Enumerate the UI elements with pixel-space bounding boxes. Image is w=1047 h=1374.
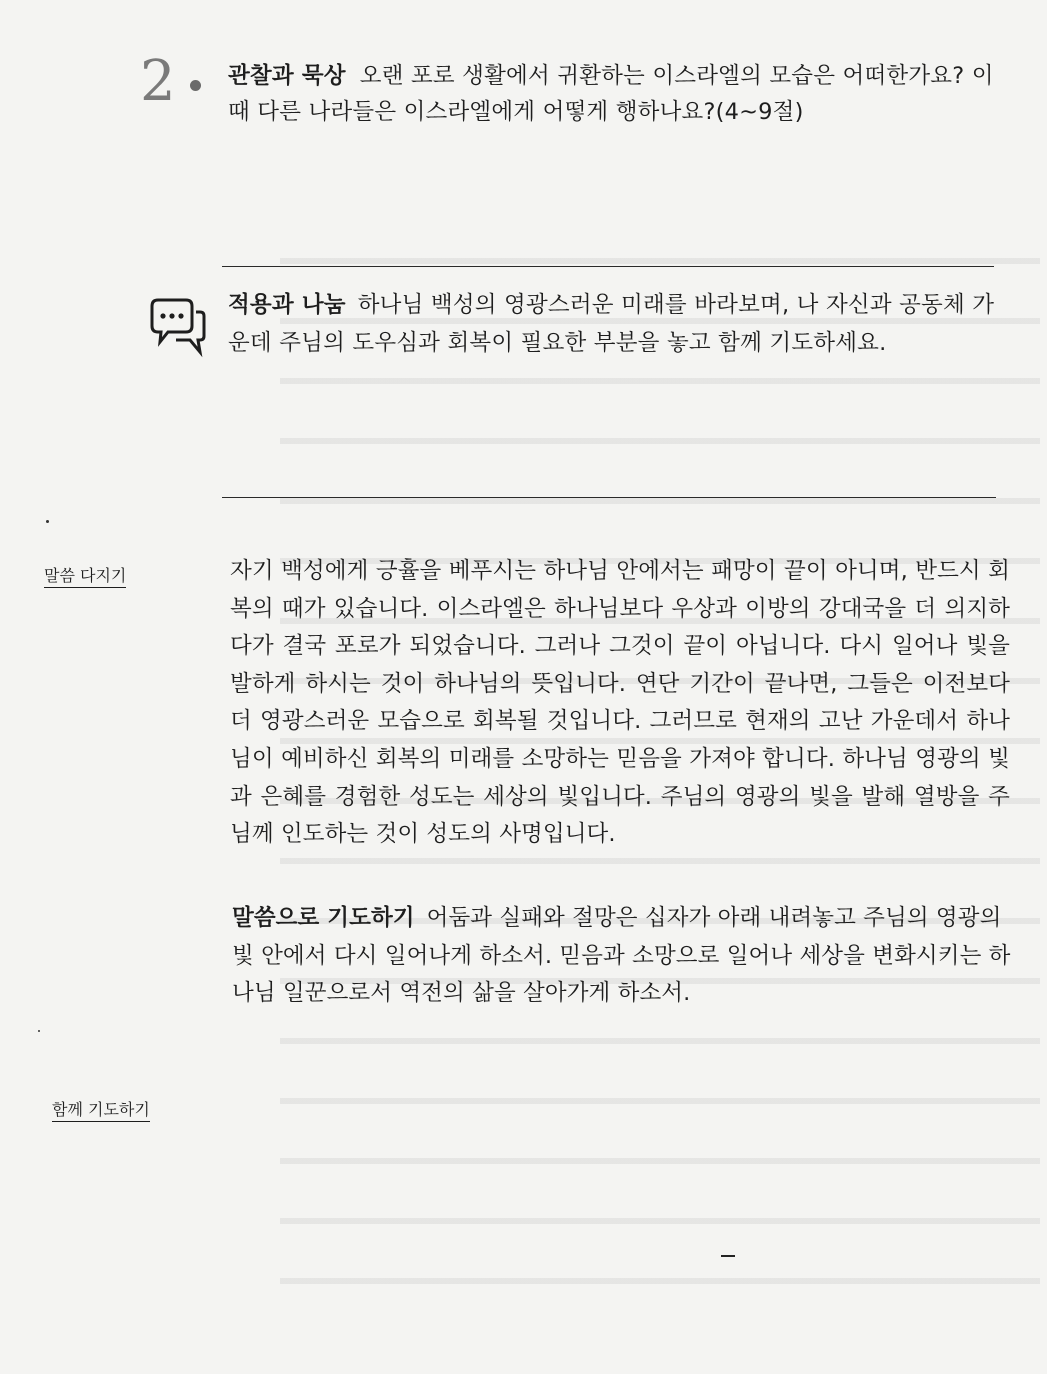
- question-number: 2: [140, 49, 176, 114]
- prayer-text: 어둠과 실패와 절망은 십자가 아래 내려놓고 주님의 영광의 빛 안에서 다시 일어나게 하소서. 믿음과 소망으로 일어나 세상을 변화시키는 하나님 일꾼으로서 역전의 삶을 살아가게 하소서.: [232, 905, 1011, 1007]
- application-block: [228, 286, 1008, 362]
- bullet-dot-icon: [190, 80, 201, 91]
- side-label-word: 말씀 다지기: [44, 566, 126, 588]
- scan-speck: [46, 520, 49, 523]
- prayer-label: 말씀으로 기도하기: [232, 905, 415, 931]
- page-mark: [721, 1255, 735, 1257]
- word-body-text: 자기 백성에게 긍휼을 베푸시는 하나님 안에서는 패망이 끝이 아니며, 반드시 회복의 때가 있습니다. 이스라엘은 하나님보다 우상과 이방의 강대국을 더 의지하다가 결국 포로가 되었습니다. 그러나 그것이 끝이 아닙니다. 다시 일어나 빛을 발하게 하시는 것이 하나님의 뜻입니다. 연단 기간이 끝나면, 그들은 이전보다 더 영광스러운 모습으로 회복될 것입니다. 그러므로 현재의 고난 가운데서 하나님이 예비하신 회복의 미래를 소망하는 믿음을 가져야 합니다. 하나님 영광의 빛과 은혜를 경험한 성도는 세상의 빛입니다. 주님의 영광의 빛을 발해 열방을 주님께 인도하는 것이 성도의 사명입니다.: [230, 558, 1010, 848]
- side-label-pray-together: 함께 기도하기: [52, 1100, 150, 1122]
- application-text: 하나님 백성의 영광스러운 미래를 바라보며, 나 자신과 공동체 가운데 주님의 도우심과 회복이 필요한 부분을 놓고 함께 기도하세요.: [228, 292, 995, 356]
- answer-line-1: [222, 266, 994, 267]
- prayer-block: [232, 900, 1012, 1013]
- question-block: [228, 58, 1008, 130]
- scan-speck: [38, 1030, 40, 1032]
- question-text: 오랜 포로 생활에서 귀환하는 이스라엘의 모습은 어떠한가요? 이때 다른 나라들은 이스라엘에게 어떻게 행하나요?(4~9절): [228, 63, 994, 125]
- answer-line-2: [222, 497, 996, 498]
- speech-bubble-icon: [146, 296, 210, 360]
- application-label: 적용과 나눔: [228, 292, 346, 318]
- question-label: 관찰과 묵상: [228, 63, 346, 89]
